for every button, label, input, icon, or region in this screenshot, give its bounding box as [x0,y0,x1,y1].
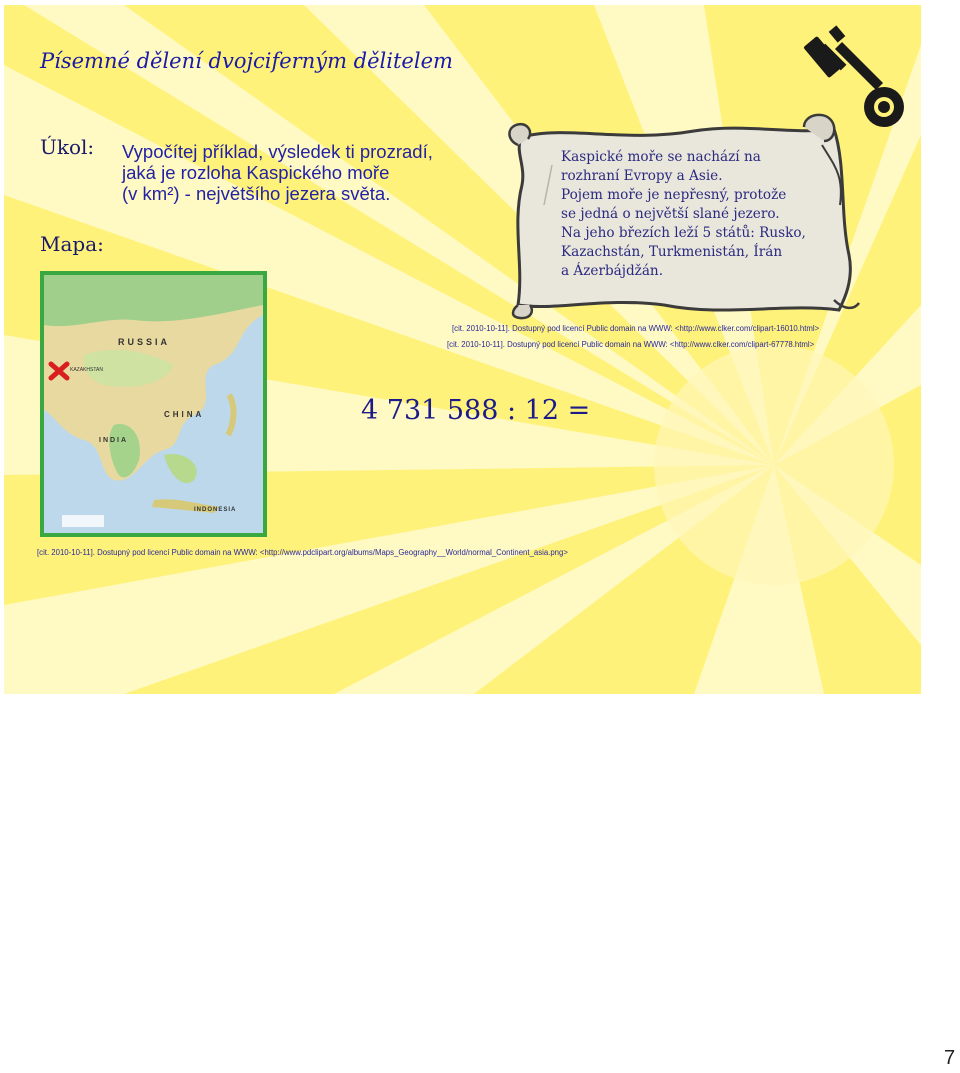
task-text [122,141,482,204]
slide [4,5,921,694]
scroll-line: rozhraní Evropy a Asie. [561,168,723,184]
scroll-line: Na jeho březích leží 5 států: Rusko, [561,225,806,241]
scroll-line: Pojem moře je nepřesný, protože [561,187,787,203]
task-label: Úkol: [40,135,95,159]
equation: 4 731 588 : 12 = [361,395,591,426]
task-line: Vypočítej příklad, výsledek ti prozradí, [122,141,433,162]
page-number: 7 [944,1047,956,1069]
scroll-text [561,148,841,281]
key-icon [804,23,909,135]
map-label-indonesia: INDONESIA [194,507,237,513]
slide-title: Písemné dělení dvojciferným dělitelem [40,49,453,73]
citation-scroll: [cit. 2010-10-11]. Dostupný pod licencí Public domain na WWW: <http://www.clker.com/clipart-16010.html> [452,324,820,333]
map-label: Mapa: [40,232,104,256]
map-label-china: CHINA [164,410,205,419]
task-line: jaká je rozloha Kaspického moře [122,162,390,183]
map-label-russia: RUSSIA [118,337,171,347]
map-label-india: INDIA [99,437,129,444]
map-image [44,275,263,533]
citation-key: [cit. 2010-10-11]. Dostupný pod licencí Public domain na WWW: <http://www.clker.com/clipart-67778.html> [447,340,815,349]
cross-marker-icon [48,361,70,381]
scroll-line: se jedná o největší slané jezero. [561,206,780,222]
scroll-line: Kazachstán, Turkmenistán, Írán [561,244,783,260]
asia-map [40,271,267,537]
scroll-line: Kaspické moře se nachází na [561,149,761,165]
scroll-line: a Ázerbájdžán. [561,263,664,279]
citation-map: [cit. 2010-10-11]. Dostupný pod licencí Public domain na WWW: <http://www.pdclipart.org/albums/Maps_Geography__World/normal_Continent_asia.png> [37,548,568,557]
task-line: (v km²) - největšího jezera světa. [122,183,391,204]
map-label-kazakhstan: KAZAKHSTAN [70,367,103,373]
